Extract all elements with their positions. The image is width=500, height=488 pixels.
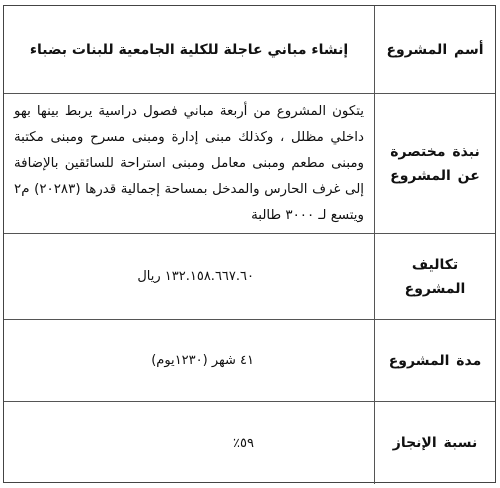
value-project-duration: ٤١ شهر (١٢٣٠يوم) [151,353,254,368]
value-completion-rate: ٥٩٪ [233,435,254,451]
label-project-summary: نبذة مختصرة عن المشروع [374,94,495,233]
row-project-name [4,6,495,93]
value-project-cost: ١٣٢.١٥٨.٦٦٧.٦٠ ريال [137,269,254,284]
row-project-summary [4,93,495,233]
row-project-duration [4,319,495,401]
value-project-name: إنشاء مباني عاجلة للكلية الجامعية للبنات بضباء [29,41,349,58]
row-completion-rate [4,401,495,484]
value-project-summary-cell [4,94,374,233]
value-project-summary: يتكون المشروع من أربعة مباني فصول دراسية يربط بينها بهو داخلي مظلل ، وكذلك مبنى إدارة ومبنى مسرح ومبنى مكتبة ومبنى مطعم ومبنى معامل ومبنى استراحة للسائقين بالإضافة إلى غرف الحارس والمدخل بمساحة إجمالية قدرها (٢٠٢٨٣) م٢ ويتسع لـ ٣٠٠٠ طالبة [14,103,364,223]
project-info-table [3,5,496,483]
label-completion-rate: نسبة الإنجاز [374,402,495,484]
row-project-cost [4,233,495,319]
label-project-name: أسم المشروع [374,6,495,93]
label-project-cost: تكاليف المشروع [374,234,495,319]
label-project-duration: مدة المشروع [374,320,495,401]
